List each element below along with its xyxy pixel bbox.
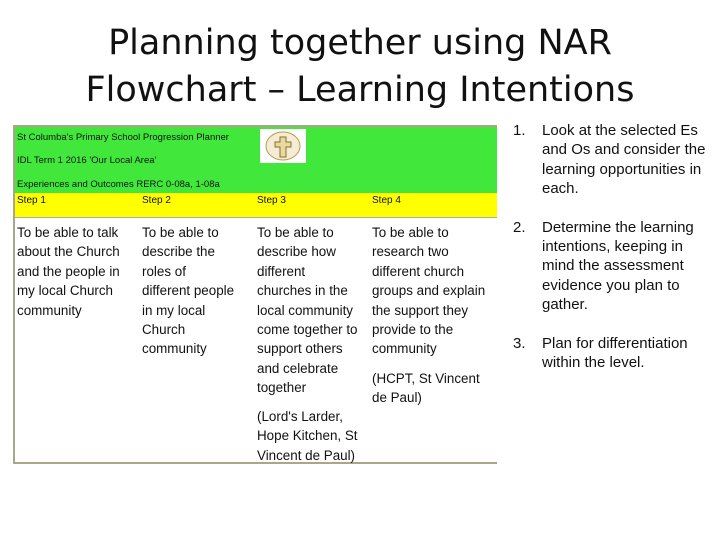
instructions-list xyxy=(513,121,708,391)
experiences-outcomes: Experiences and Outcomes RERC 0-08a, 1-08a xyxy=(17,179,220,190)
instruction-item xyxy=(513,334,708,373)
step-2-intention: To be able to describe the roles of different people in my local Church community xyxy=(142,225,235,357)
school-name: St Columba's Primary School Progression Planner xyxy=(17,132,229,143)
planner-header xyxy=(15,127,497,193)
item-number: 3. xyxy=(513,334,526,352)
step-1-intention: To be able to talk about the Church and the people in my local Church community xyxy=(17,225,120,318)
step-4-intention: To be able to research two different church groups and explain the support they provide to the community xyxy=(372,225,486,357)
step-4-note: (HCPT, St Vincent de Paul) xyxy=(372,371,480,406)
topic: IDL Term 1 2016 'Our Local Area' xyxy=(17,155,157,166)
steps-row xyxy=(15,193,497,218)
instruction-item xyxy=(513,121,708,199)
progression-planner xyxy=(13,125,497,464)
instruction-item xyxy=(513,218,708,315)
item-text: Plan for differentiation within the level. xyxy=(542,334,688,372)
step-3-note: (Lord's Larder, Hope Kitchen, St Vincent de Paul) xyxy=(257,409,358,463)
item-text: Look at the selected Es and Os and consider the learning opportunities in each. xyxy=(542,122,706,198)
school-logo xyxy=(260,129,306,163)
item-number: 2. xyxy=(513,218,526,236)
step-2: Step 2 xyxy=(142,195,171,206)
item-text: Determine the learning intentions, keeping in mind the assessment evidence you plan to gather. xyxy=(542,218,694,314)
step-3-intention: To be able to describe how different churches in the local community come together to support others and celebrate together xyxy=(257,225,358,396)
step-1: Step 1 xyxy=(17,195,46,206)
step-3: Step 3 xyxy=(257,195,286,206)
item-number: 1. xyxy=(513,122,526,139)
slide-title: Planning together using NAR Flowchart – Learning Intentions xyxy=(85,23,635,110)
step-4: Step 4 xyxy=(372,195,401,206)
